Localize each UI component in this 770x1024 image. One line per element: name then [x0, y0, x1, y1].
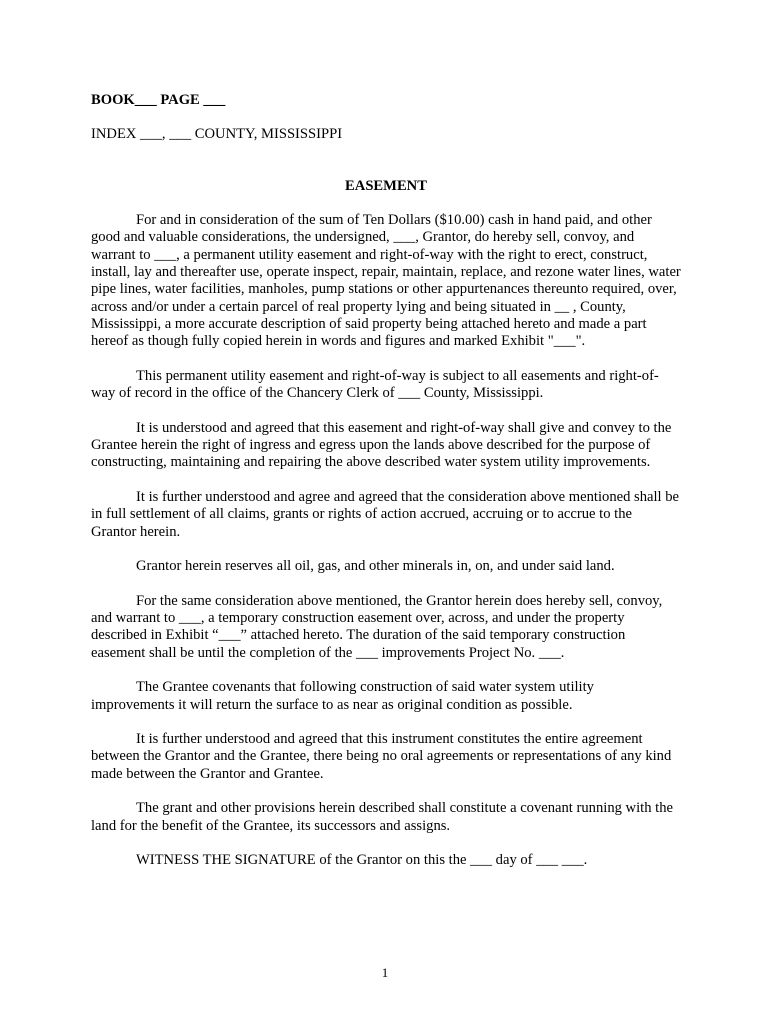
paragraph-covenant-running: The grant and other provisions herein described shall constitute a covenant running with the land for the benefit of the Grantee, its successors and assigns. [91, 800, 673, 834]
book-page-line: BOOK___ PAGE ___ [91, 92, 226, 108]
paragraph-temporary-easement: For the same consideration above mentioned, the Grantor herein does hereby sell, convoy, and warrant to ___, a temporary construction easement over, across, and under the property described in Exhibit “___” attached hereto. The duration of the said temporary construction easement shall be until the completion of the ___ improvements Project No. ___. [91, 592, 663, 661]
paragraph-consideration: For and in consideration of the sum of Ten Dollars ($10.00) cash in hand paid, and other good and valuable considerations, the undersigned, ___, Grantor, do hereby sell, convoy, and warrant to ___, a permanent utility easement and right-of-way with the right to erect, construct, install, lay and thereafter use, operate inspect, repair, maintain, replace, and rezone water lines, water pipe lines, water facilities, manholes, pump stations or other appurtenances thereunto required, over, across and/or under a certain parcel of real property lying and being situated in __ , County, Mississippi, a more accurate description of said property being attached hereto and made a part hereof as though fully copied herein in words and figures and marked Exhibit "___". [91, 212, 681, 350]
index-county-line: INDEX ___, ___ COUNTY, MISSISSIPPI [91, 126, 343, 143]
document-page [91, 92, 681, 869]
page-number: 1 [381, 965, 389, 980]
paragraph-ingress-egress: It is understood and agreed that this easement and right-of-way shall give and convey to the Grantee herein the right of ingress and egress upon the lands above described for the purpose of constructing, maintaining and repairing the above described water system utility improvements. [91, 419, 672, 471]
paragraph-mineral-reservation: Grantor herein reserves all oil, gas, and other minerals in, on, and under said land. [136, 558, 615, 575]
paragraph-witness-signature: WITNESS THE SIGNATURE of the Grantor on this the ___ day of ___ ___. [136, 852, 588, 869]
document-title: EASEMENT [345, 177, 427, 194]
paragraph-entire-agreement: It is further understood and agreed that this instrument constitutes the entire agreement between the Grantor and the Grantee, there being no oral agreements or representations of any kind made between the Grantor and Grantee. [91, 731, 672, 782]
paragraph-settlement: It is further understood and agree and agreed that the consideration above mentioned shall be in full settlement of all claims, grants or rights of action accrued, accruing or to accrue to the Grantor herein. [91, 488, 680, 540]
paragraph-surface-restoration: The Grantee covenants that following construction of said water system utility improvements it will return the surface to as near as original condition as possible. [91, 679, 594, 713]
paragraph-subject-to-easements: This permanent utility easement and right-of-way is subject to all easements and right-of-way of record in the office of the Chancery Clerk of ___ County, Mississippi. [91, 367, 659, 402]
